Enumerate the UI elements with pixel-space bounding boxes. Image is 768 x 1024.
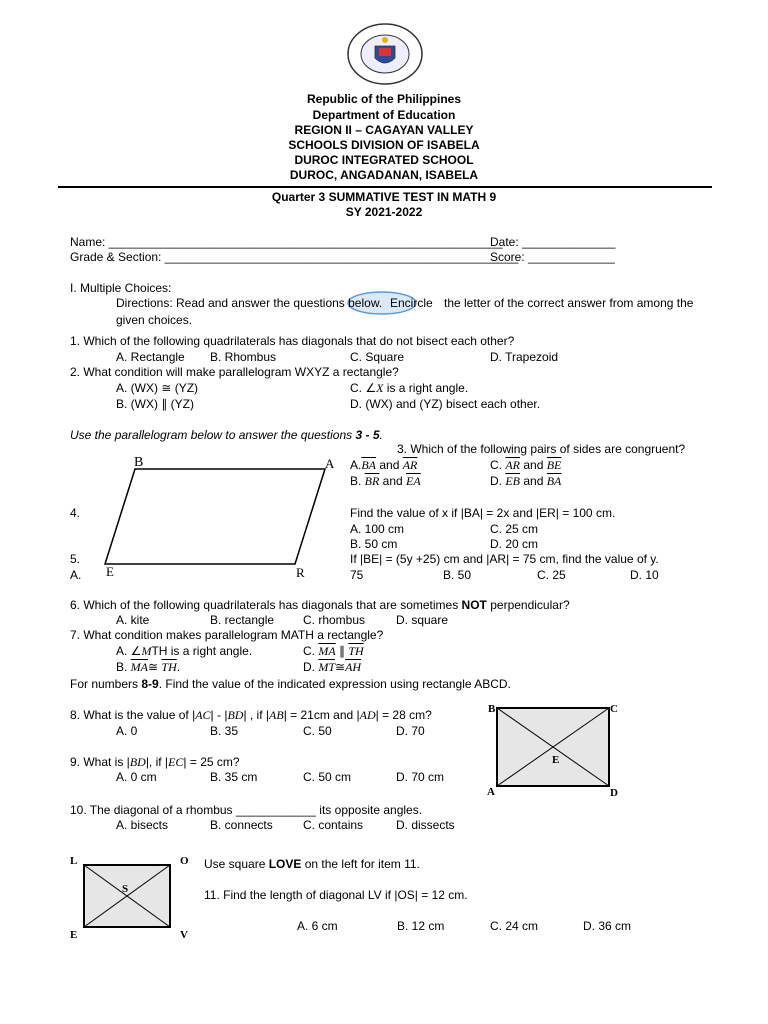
- q6-choice-c[interactable]: C. rhombus: [303, 613, 366, 627]
- q4-text: Find the value of x if |BA| = 2x and |ER| = 100 cm.: [350, 506, 616, 520]
- square-label-s: S: [122, 883, 129, 895]
- q8-choice-d[interactable]: D. 70: [396, 724, 425, 738]
- q5-choice-d[interactable]: D. 10: [630, 568, 659, 582]
- q7-choice-c[interactable]: C. $\overline{MA}$ ∥ $\overline{TH}$: [303, 644, 364, 658]
- q3-choice-b[interactable]: B. $\overline{BR}$ and $\overline{EA}$: [350, 474, 421, 488]
- q3-choice-a[interactable]: $A.\overline{BA}$ and $\overline{AR}$: [350, 458, 418, 472]
- header-line-2: Department of Education: [312, 108, 456, 122]
- rect-label-d: D: [610, 787, 618, 799]
- q1-choice-d[interactable]: D. Trapezoid: [490, 350, 559, 364]
- section-title: I. Multiple Choices:: [70, 281, 172, 295]
- rect-label-c: C: [610, 703, 618, 715]
- q11-choice-b[interactable]: B. 12 cm: [397, 919, 445, 933]
- q7-text: 7. What condition makes parallelogram MATH a rectangle?: [70, 628, 384, 642]
- q10-choice-b[interactable]: B. connects: [210, 818, 273, 832]
- q7-choice-d[interactable]: D. $\overline{MT}≅\overline{AH}$: [303, 660, 362, 674]
- deped-seal: [345, 22, 425, 86]
- grade-section-field[interactable]: Grade & Section: _____________________________________________________: [70, 250, 519, 264]
- q5-choice-c[interactable]: C. 25: [537, 568, 566, 582]
- rect-label-e: E: [552, 754, 560, 766]
- q2-text: 2. What condition will make parallelogram WXYZ a rectangle?: [70, 365, 399, 379]
- header-line-6: DUROC, ANGADANAN, ISABELA: [289, 168, 479, 182]
- header-line-1: Republic of the Philippines: [306, 92, 461, 106]
- directions-line-1c: the letter of the correct answer from among the: [444, 296, 694, 310]
- q11-note: Use square LOVE on the left for item 11.: [204, 857, 420, 871]
- q3-choice-c[interactable]: C. $\overline{AR}$ and $\overline{BE}$: [490, 458, 562, 472]
- test-title: Quarter 3 SUMMATIVE TEST IN MATH 9: [271, 190, 497, 204]
- q8-text: 8. What is the value of |AC| - |BD| , if |AB| = 21cm and |AD| = 28 cm?: [70, 708, 432, 722]
- square-label-l: L: [70, 855, 78, 867]
- q1-choice-c[interactable]: C. Square: [350, 350, 405, 364]
- name-field[interactable]: Name: ___________________________________________________________: [70, 235, 503, 249]
- q6-choice-b[interactable]: B. rectangle: [210, 613, 275, 627]
- numbers-note: For numbers 8-9. Find the value of the indicated expression using rectangle ABCD.: [70, 677, 511, 691]
- q9-choice-d[interactable]: D. 70 cm: [396, 770, 445, 784]
- q11-text: 11. Find the length of diagonal LV if |OS| = 12 cm.: [204, 888, 468, 902]
- q6-choice-d[interactable]: D. square: [396, 613, 449, 627]
- header-line-3: REGION II – CAGAYAN VALLEY: [294, 123, 474, 137]
- q11-choice-a[interactable]: A. 6 cm: [297, 919, 338, 933]
- header-line-4: SCHOOLS DIVISION OF ISABELA: [288, 138, 480, 152]
- directions-line-1a: Directions: Read and answer the questions below.: [116, 296, 383, 310]
- q5-text: If |BE| = (5y +25) cm and |AR| = 75 cm, find the value of y.: [350, 552, 659, 566]
- q5-choice-a-letter[interactable]: A.: [70, 568, 82, 582]
- directions-encircle: Encircle: [390, 296, 433, 310]
- square-label-o: O: [180, 855, 189, 867]
- q8-choice-b[interactable]: B. 35: [210, 724, 239, 738]
- q3-text: 3. Which of the following pairs of sides are congruent?: [397, 442, 686, 456]
- q4-choice-b[interactable]: B. 50 cm: [350, 537, 398, 551]
- label-r: R: [296, 565, 305, 580]
- q5-choice-a-value[interactable]: 75: [350, 568, 364, 582]
- q6-choice-a[interactable]: A. kite: [116, 613, 150, 627]
- q9-choice-b[interactable]: B. 35 cm: [210, 770, 258, 784]
- school-year: SY 2021-2022: [345, 205, 423, 219]
- q4-choice-a[interactable]: A. 100 cm: [350, 522, 405, 536]
- parallelogram-note: Use the parallelogram below to answer the questions 3 - 5.: [70, 428, 383, 442]
- q2-choice-c[interactable]: C. ∠X is a right angle.: [350, 381, 469, 395]
- label-b: B: [134, 455, 144, 470]
- square-label-v: V: [180, 929, 188, 941]
- q1-choice-b[interactable]: B. Rhombus: [210, 350, 277, 364]
- q3-choice-d[interactable]: D. $\overline{EB}$ and $\overline{BA}$: [490, 474, 562, 488]
- q11-choice-d[interactable]: D. 36 cm: [583, 919, 632, 933]
- q9-choice-c[interactable]: C. 50 cm: [303, 770, 352, 784]
- q5-choice-b[interactable]: B. 50: [443, 568, 472, 582]
- q8-choice-c[interactable]: C. 50: [303, 724, 332, 738]
- q6-text: 6. Which of the following quadrilaterals has diagonals that are sometimes NOT perpendicular?: [70, 598, 570, 612]
- q9-choice-a[interactable]: A. 0 cm: [116, 770, 157, 784]
- q4-choice-c[interactable]: C. 25 cm: [490, 522, 539, 536]
- q8-choice-a[interactable]: A. 0: [116, 724, 138, 738]
- q7-choice-b[interactable]: B. $\overline{MA}≅$ $\overline{TH}$.: [116, 660, 181, 674]
- rect-label-b: B: [488, 703, 496, 715]
- q10-choice-d[interactable]: D. dissects: [396, 818, 455, 832]
- header-line-5: DUROC INTEGRATED SCHOOL: [294, 153, 474, 167]
- label-e: E: [106, 564, 114, 579]
- rectangle-abcd-figure: [495, 705, 615, 790]
- q4-choice-d[interactable]: D. 20 cm: [490, 537, 539, 551]
- header-divider: [58, 186, 712, 188]
- q1-text: 1. Which of the following quadrilaterals has diagonals that do not bisect each other?: [70, 334, 515, 348]
- q11-choice-c[interactable]: C. 24 cm: [490, 919, 539, 933]
- label-a: A: [325, 456, 335, 471]
- square-label-e: E: [70, 929, 78, 941]
- q2-choice-a[interactable]: A. (WX) ≅ (YZ): [116, 381, 199, 395]
- q2-choice-b[interactable]: B. (WX) ∥ (YZ): [116, 397, 194, 411]
- q7-choice-a[interactable]: A. ∠MTH is a right angle.: [116, 644, 253, 658]
- rect-label-a: A: [487, 786, 495, 798]
- parallelogram-figure: [100, 454, 350, 584]
- q5-number: 5.: [70, 552, 81, 566]
- q10-choice-a[interactable]: A. bisects: [116, 818, 169, 832]
- q10-text: 10. The diagonal of a rhombus ____________ its opposite angles.: [70, 803, 423, 817]
- date-field[interactable]: Date: ______________: [490, 235, 616, 249]
- directions-line-2: given choices.: [116, 313, 193, 327]
- q10-choice-c[interactable]: C. contains: [303, 818, 364, 832]
- q4-number: 4.: [70, 506, 81, 520]
- q2-choice-d[interactable]: D. (WX) and (YZ) bisect each other.: [350, 397, 541, 411]
- score-field[interactable]: Score: _____________: [490, 250, 615, 264]
- q9-text: 9. What is |BD|, if |EC| = 25 cm?: [70, 755, 240, 769]
- q1-choice-a[interactable]: A. Rectangle: [116, 350, 185, 364]
